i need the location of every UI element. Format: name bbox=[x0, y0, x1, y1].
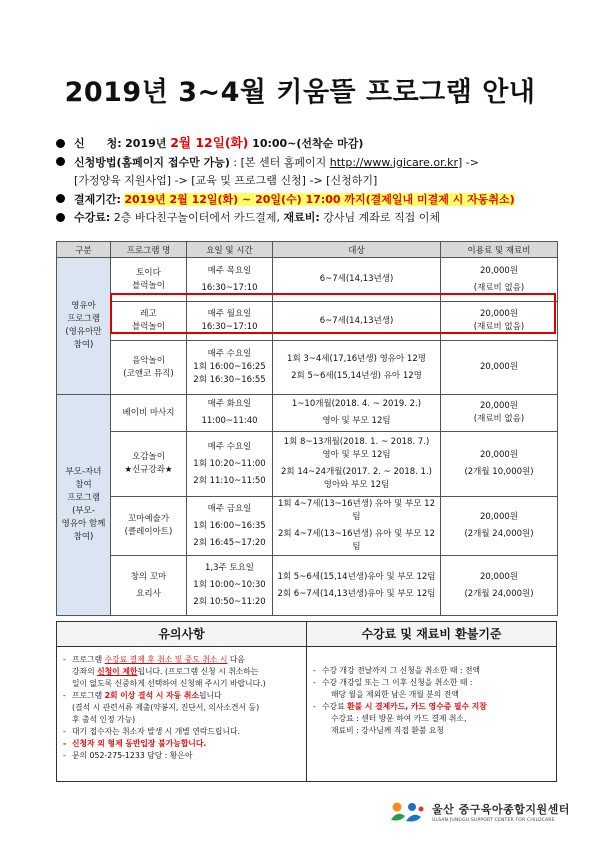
logo-title: 울산 중구육아종합지원센터 bbox=[432, 803, 570, 816]
program-name: 토이다 블럭놀이 bbox=[111, 258, 187, 302]
program-fee: 20,000원 (2개월 24,000원) bbox=[441, 497, 558, 556]
list-item: - 수강 개강일 또는 그 이후 신청을 취소한 때 : 해당 월을 제외한 남은 개월 분의 전액 bbox=[313, 677, 552, 701]
program-time: 매주 월요일 16:30~17:10 bbox=[187, 302, 273, 341]
notes-right-title: 수강료 및 재료비 환불기준 bbox=[307, 622, 556, 647]
page-title: 2019년 3~4월 키움뜰 프로그램 안내 bbox=[64, 77, 536, 108]
homepage-link[interactable]: http://www.jgicare.or.kr bbox=[329, 155, 458, 169]
bullet-icon bbox=[56, 157, 65, 166]
table-row bbox=[57, 395, 558, 432]
program-name: 오감놀이 ★신규강좌★ bbox=[111, 432, 187, 497]
program-name: 창의 꼬마 요리사 bbox=[111, 556, 187, 616]
list-item: - 대기 접수자는 취소자 발생 시 개별 연락드립니다. bbox=[63, 726, 302, 738]
group-infant: 영유아 프로그램 (영유아만 참여) bbox=[57, 258, 111, 395]
bullet-icon bbox=[56, 139, 65, 148]
program-target: 1회 5~6세(15,14년생)유아 및 부모 12팀 2회 6~7세(14,13년생)유아 및 부모 12팀 bbox=[273, 556, 441, 616]
program-target: 1~10개월(2018. 4. ~ 2019. 2.) 영아 및 부모 12팀 bbox=[273, 395, 441, 432]
table-row bbox=[57, 341, 558, 395]
program-target: 1회 4~7세(13~16년생) 유아 및 부모 12팀 2회 4~7세(13~16년생) 유아 및 부모 12팀 bbox=[273, 497, 441, 556]
info-payment: 결제기간: 2019년 2월 12일(화) ~ 20일(수) 17:00 까지(결제일내 미결제 시 자동취소) bbox=[56, 191, 566, 210]
col-header-category: 구분 bbox=[57, 242, 111, 258]
program-fee: 20,000원 (2개월 24,000원) bbox=[441, 556, 558, 616]
notes-cautions bbox=[57, 622, 306, 781]
col-header-program: 프로그램 명 bbox=[111, 242, 187, 258]
program-fee: 20,000원 (2개월 10,000원) bbox=[441, 432, 558, 497]
list-item: - 수강 개강 전날까지 그 신청을 취소한 때 : 전액 bbox=[313, 665, 552, 677]
group-parent-child: 부모-자녀 참여 프로그램 (부모- 영유아 함께 참여) bbox=[57, 395, 111, 616]
info-method-path: [가정양육 지원사업] -> [교육 및 프로그램 신청] -> [신청하기] bbox=[74, 174, 378, 187]
program-target: 1회 8~13개월(2018. 1. ~ 2018. 7.) 영아 및 부모 12팀 2회 14~24개월(2017. 2. ~ 2018. 1.) 영아와 부모 12팀 bbox=[273, 432, 441, 497]
col-header-time: 요일 및 시간 bbox=[187, 242, 273, 258]
program-time: 1,3주 토요일 1회 10:00~10:30 2회 10:50~11:20 bbox=[187, 556, 273, 616]
program-name: 베이비 마사지 bbox=[111, 395, 187, 432]
program-target: 6~7세(14,13년생) bbox=[273, 302, 441, 341]
program-name: 꼬마예술가 (클레이아트) bbox=[111, 497, 187, 556]
table-row bbox=[57, 432, 558, 497]
notes-section bbox=[56, 621, 557, 782]
bullet-icon bbox=[56, 194, 65, 203]
program-name: 음악놀이 (코앤코 뮤직) bbox=[111, 341, 187, 395]
info-apply: 신 청: 2019년 2월 12일(화) 10:00~(선착순 마감) bbox=[56, 134, 566, 154]
table-row bbox=[57, 556, 558, 616]
logo-subtitle: ULSAN JUNGGU SUPPORT CENTER FOR CHILDCARE bbox=[432, 818, 555, 823]
program-target: 6~7세(14,13년생) bbox=[273, 258, 441, 302]
program-fee: 20,000원 (재료비 없음) bbox=[441, 395, 558, 432]
info-fee: 수강료: 2층 바다친구놀이터에서 카드결제, 재료비: 강사님 계좌로 직접 이체 bbox=[56, 209, 566, 228]
program-time: 매주 금요일 1회 16:00~16:35 2회 16:45~17:20 bbox=[187, 497, 273, 556]
logo-icon bbox=[388, 800, 428, 824]
list-item: - 문의 052-275-1233 담당 : 황은아 bbox=[63, 750, 302, 762]
col-header-fee: 이용료 및 재료비 bbox=[441, 242, 558, 258]
list-item: - 수강료 환불 시 결제카드, 카드 영수증 필수 지참 수강료 : 센터 방문 하여 카드 결제 취소, 재료비 : 강사님께 직접 환불 요청 bbox=[313, 701, 552, 737]
program-target: 1회 3~4세(17,16년생) 영유아 12명 2회 5~6세(15,14년생) 유아 12명 bbox=[273, 341, 441, 395]
col-header-target: 대상 bbox=[273, 242, 441, 258]
program-name: 레고 블럭놀이 bbox=[111, 302, 187, 341]
list-item: - 프로그램 수강료 결제 후 취소 및 중도 취소 시 다음 강좌의 신청이 제한됩니다. (프로그램 신청 시 취소하는 일이 없도록 신중하게 선택하여 신청해 주시기 바랍니다.) bbox=[63, 654, 302, 690]
info-section bbox=[56, 134, 566, 228]
info-method: 신청방법(홈페이지 접수만 가능) : [본 센터 홈페이지 http://www.jgicare.or.kr] -> bbox=[56, 154, 566, 173]
list-item: - 프로그램 2회 이상 결석 시 자동 취소됩니다 (결석 시 관련서류 제출(약봉지, 진단서, 의사소견서 등) 후 출석 인정 가능) bbox=[63, 690, 302, 726]
table-header bbox=[57, 242, 558, 258]
highlight-box bbox=[110, 293, 556, 334]
program-time: 매주 수요일 1회 16:00~16:25 2회 16:30~16:55 bbox=[187, 341, 273, 395]
program-fee: 20,000원 (재료비 없음) bbox=[441, 302, 558, 341]
program-time: 매주 목요일 16:30~17:10 bbox=[187, 258, 273, 302]
center-logo bbox=[388, 800, 570, 824]
table-row bbox=[57, 497, 558, 556]
bullet-icon bbox=[56, 213, 65, 222]
program-fee: 20,000원 bbox=[441, 341, 558, 395]
list-item: - 신청자 외 형제 동반입장 불가능합니다. bbox=[63, 738, 302, 750]
notes-refund bbox=[306, 622, 556, 781]
notes-left-title: 유의사항 bbox=[57, 622, 306, 647]
program-time: 매주 수요일 1회 10:20~11:00 2회 11:10~11:50 bbox=[187, 432, 273, 497]
program-fee: 20,000원 (재료비 없음) bbox=[441, 258, 558, 302]
program-time: 매주 화요일 11:00~11:40 bbox=[187, 395, 273, 432]
